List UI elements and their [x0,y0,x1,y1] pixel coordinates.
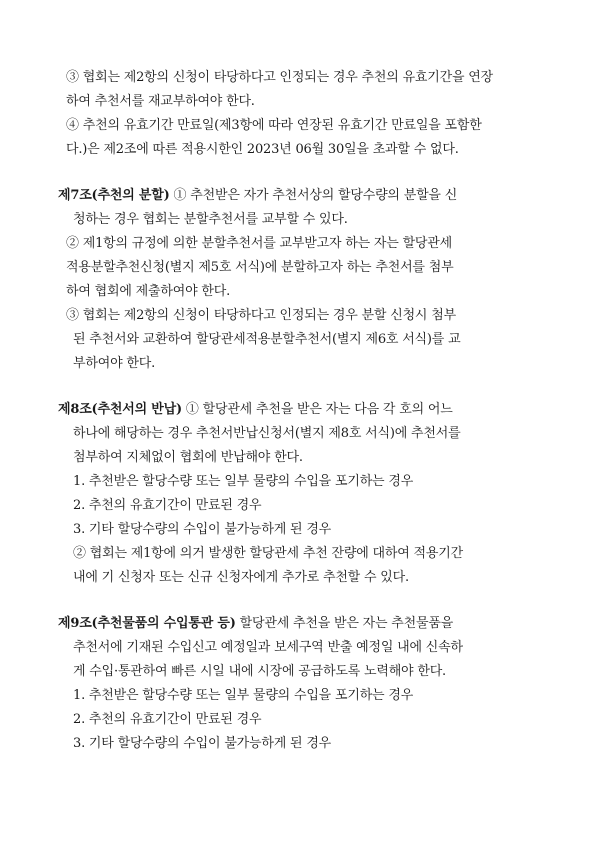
article-7-heading: 제7조(추천의 분할) [58,188,170,203]
article-7-p2-line-3: 하여 협회에 제출하여야 한다. [66,284,231,299]
article-9-item-2: 2. 추천의 유효기간이 만료된 경우 [73,712,262,727]
article-7-line-1-text: ① 추천받은 자가 추천서상의 할당수량의 분할을 신 [173,188,458,203]
article-9-line-1-text: 할당관세 추천을 받은 자는 추천물품을 [239,616,454,631]
article-7-p2-line-2: 적용분할추천신청(별지 제5호 서식)에 분할하고자 하는 추천서를 첨부 [66,260,454,275]
article-7-p3-line-3: 부하여야 한다. [73,356,156,371]
article-8-line-1-text: ① 할당관세 추천을 받은 자는 다음 각 호의 어느 [185,402,453,417]
article-8-line-2: 하나에 해당하는 경우 추천서반납신청서(별지 제8호 서식)에 추천서를 [73,426,461,441]
article-8-item-1: 1. 추천받은 할당수량 또는 일부 물량의 수입을 포기하는 경우 [73,474,414,489]
article-7-p2-line-1: ② 제1항의 규정에 의한 분할추천서를 교부받고자 하는 자는 할당관세 [66,236,452,251]
article-8-item-2: 2. 추천의 유효기간이 만료된 경우 [73,498,262,513]
article-8-p2-line-2: 내에 기 신청자 또는 신규 신청자에게 추가로 추천할 수 있다. [73,570,409,585]
article-9-heading: 제9조(추천물품의 수입통관 등) [58,616,236,631]
article-8-line-1 [58,401,453,419]
article-7-line-2: 청하는 경우 협회는 분할추천서를 교부할 수 있다. [73,212,348,227]
article-7-p3-line-2: 된 추천서와 교환하여 할당관세적용분할추천서(별지 제6호 서식)를 교 [73,332,461,347]
paragraph-3-line-2: 하여 추천서를 재교부하여야 한다. [66,94,255,109]
article-9-line-2: 추천서에 기재된 수입신고 예정일과 보세구역 반출 예정일 내에 신속하 [73,640,463,655]
article-8-line-3: 첨부하여 지체없이 협회에 반납해야 한다. [73,450,303,465]
paragraph-4-line-2: 다.)은 제2조에 따른 적용시한인 2023년 06월 30일을 초과할 수 없다. [66,142,459,157]
article-9-item-1: 1. 추천받은 할당수량 또는 일부 물량의 수입을 포기하는 경우 [73,688,414,703]
article-8-item-3: 3. 기타 할당수량의 수입이 불가능하게 된 경우 [73,522,332,537]
article-8-p2-line-1: ② 협회는 제1항에 의거 발생한 할당관세 추천 잔량에 대하여 적용기간 [73,546,463,561]
article-7-line-1 [58,187,457,205]
paragraph-3-line-1: ③ 협회는 제2항의 신청이 타당하다고 인정되는 경우 추천의 유효기간을 연장 [66,70,494,85]
article-9-line-1 [58,615,453,633]
paragraph-4-line-1: ④ 추천의 유효기간 만료일(제3항에 따라 연장된 유효기간 만료일을 포함한 [66,118,482,133]
article-7-p3-line-1: ③ 협회는 제2항의 신청이 타당하다고 인정되는 경우 분할 신청시 첨부 [66,308,456,323]
article-9-line-3: 게 수입·통관하여 빠른 시일 내에 시장에 공급하도록 노력해야 한다. [73,664,446,679]
article-9-item-3: 3. 기타 할당수량의 수입이 불가능하게 된 경우 [73,736,332,751]
article-8-heading: 제8조(추천서의 반납) [58,402,182,417]
